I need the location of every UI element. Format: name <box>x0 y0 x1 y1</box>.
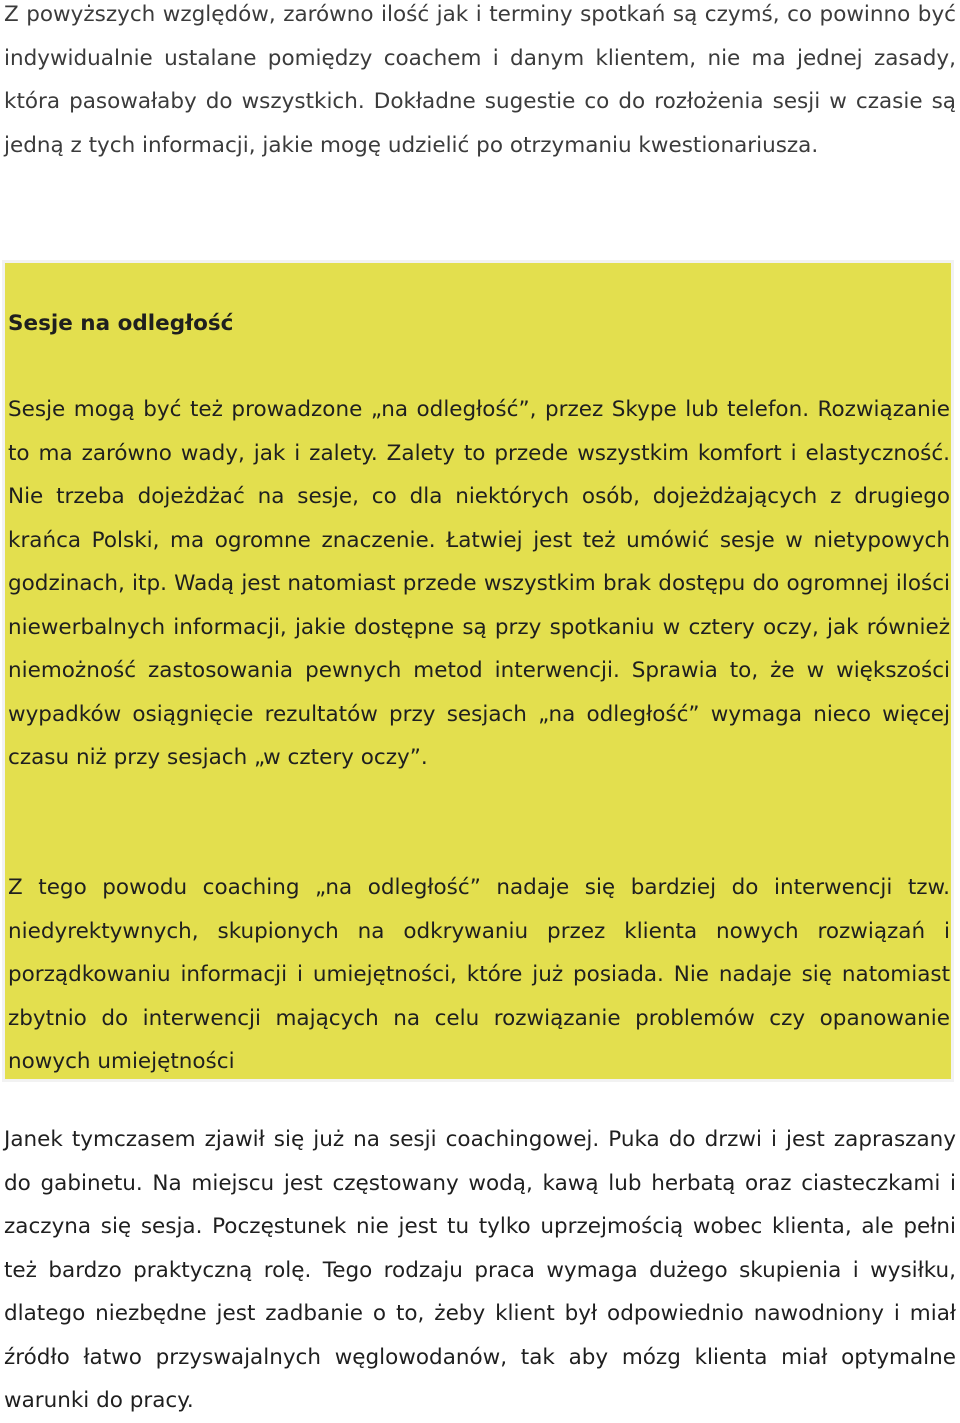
closing-paragraph: Janek tymczasem zjawił się już na sesji coachingowej. Puka do drzwi i jest zapraszany do gabinetu. Na miejscu jest częstowany wodą, kawą lub herbatą oraz ciasteczkami i zaczyna się sesja. Poczęstunek nie jest tu tylko uprzejmością wobec klienta, ale pełni też bardzo praktyczną rolę. Tego rodzaju praca wymaga dużego skupienia i wysiłku, dlatego niezbędne jest zadbanie o to, żeby klient był odpowiednio nawodniony i miał źródło łatwo przyswajalnych węglowodanów, tak aby mózg klienta miał optymalne warunki do pracy. <box>4 1127 956 1413</box>
intro-paragraph: Z powyższych względów, zarówno ilość jak i terminy spotkań są czymś, co powinno być indywidualnie ustalane pomiędzy coachem i danym klientem, nie ma jednej zasady, która pasowałaby do wszystkich. Dokładne sugestie co do rozłożenia sesji w czasie są jedną z tych informacji, jakie mogę udzielić po otrzymaniu kwestionariusza. <box>4 2 956 158</box>
sidebar-paragraph-1: Sesje mogą być też prowadzone „na odległość”, przez Skype lub telefon. Rozwiązanie to ma zarówno wady, jak i zalety. Zalety to przede wszystkim komfort i elastyczność. Nie trzeba dojeżdżać na sesje, co dla niektórych osób, dojeżdżających z drugiego krańca Polski, ma ogromne znaczenie. Łatwiej jest też umówić sesje w nietypowych godzinach, itp. Wadą jest natomiast przede wszystkim brak dostępu do ogromnej ilości niewerbalnych informacji, jakie dostępne są przy spotkaniu w cztery oczy, jak również niemożność zastosowania pewnych metod interwencji. Sprawia to, że w większości wypadków osiągnięcie rezultatów przy sesjach „na odległość” wymaga nieco więcej czasu niż przy sesjach „w cztery oczy”. <box>8 397 950 770</box>
sidebar-heading: Sesje na odległość <box>8 311 234 336</box>
sidebar-paragraph-2: Z tego powodu coaching „na odległość” nadaje się bardziej do interwencji tzw. niedyrektywnych, skupionych na odkrywaniu przez klienta nowych rozwiązań i porządkowaniu informacji i umiejętności, które już posiada. Nie nadaje się natomiast zbytnio do interwencji mających na celu rozwiązanie problemów czy opanowanie nowych umiejętności <box>8 875 950 1074</box>
